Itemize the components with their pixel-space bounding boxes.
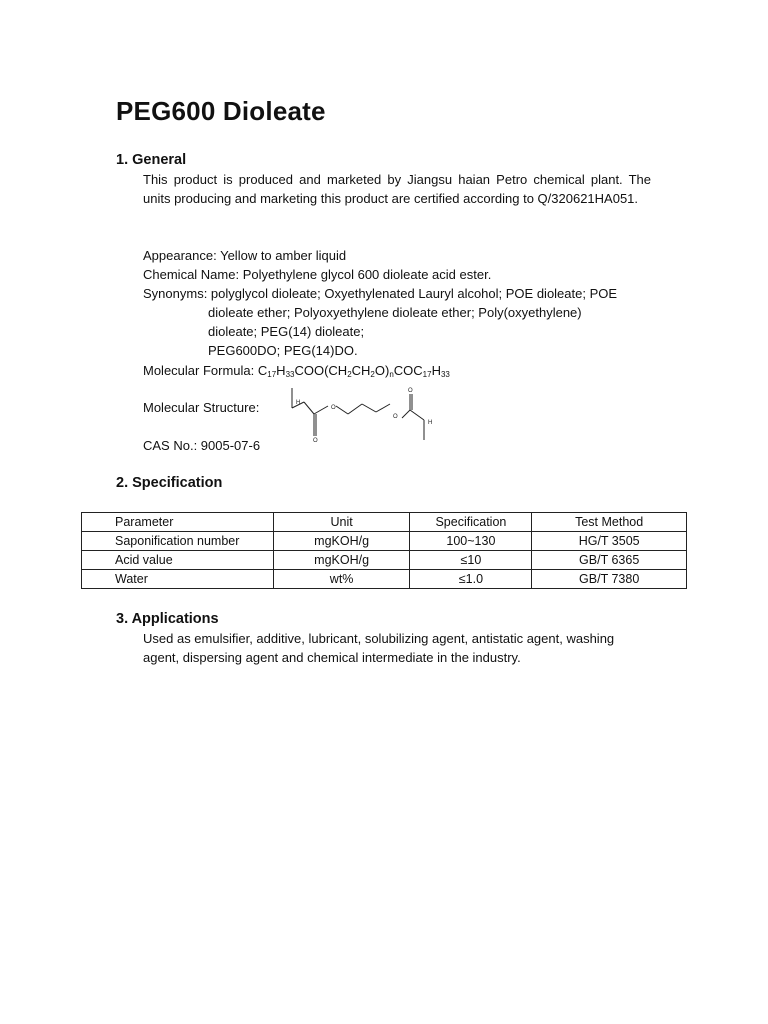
header-parameter: Parameter xyxy=(82,513,274,532)
synonyms-line-4: PEG600DO; PEG(14)DO. xyxy=(208,343,358,358)
table-cell: GB/T 7380 xyxy=(532,570,687,589)
table-cell: Saponification number xyxy=(82,532,274,551)
applications-line-2: agent, dispersing agent and chemical intermediate in the industry. xyxy=(143,650,521,665)
table-cell: Water xyxy=(82,570,274,589)
table-row xyxy=(82,570,687,589)
table-cell: wt% xyxy=(273,570,410,589)
molecular-formula: $C_{17}H_{33}COO(CH_2CH_2O)_nCOC_{17}H_{33}$ xyxy=(257,363,450,379)
svg-text:O: O xyxy=(313,438,318,444)
table-cell: 100~130 xyxy=(410,532,532,551)
document-title: PEG600 Dioleate xyxy=(116,96,326,126)
specification-table xyxy=(81,512,687,589)
table-cell: ≤10 xyxy=(410,551,532,570)
svg-text:H: H xyxy=(428,420,433,426)
appearance-text: Appearance: Yellow to amber liquid xyxy=(143,248,347,263)
table-cell: HG/T 3505 xyxy=(532,532,687,551)
section-heading-specification: 2. Specification xyxy=(116,475,223,491)
table-cell: Acid value xyxy=(82,551,274,570)
svg-text:O: O xyxy=(408,388,413,394)
table-cell: GB/T 6365 xyxy=(532,551,687,570)
applications-line-1: Used as emulsifier, additive, lubricant, solubilizing agent, antistatic agent, washing xyxy=(143,631,615,646)
table-header-row xyxy=(82,513,687,532)
svg-text:H: H xyxy=(296,400,301,406)
general-intro-paragraph: This product is produced and marketed by Jiangsu haian Petro chemical plant. The units producing and marketing this product are certified according to Q/320621HA051. xyxy=(143,172,651,206)
header-specification: Specification xyxy=(410,513,532,532)
molecular-structure-diagram xyxy=(284,384,444,444)
section-heading-general: 1. General xyxy=(116,152,187,168)
table-row xyxy=(82,532,687,551)
chemical-name-text: Chemical Name: Polyethylene glycol 600 dioleate acid ester. xyxy=(143,267,492,282)
section-heading-applications: 3. Applications xyxy=(116,611,219,627)
table-cell: mgKOH/g xyxy=(273,532,410,551)
table-row xyxy=(82,551,687,570)
header-unit: Unit xyxy=(273,513,410,532)
cas-number: CAS No.: 9005-07-6 xyxy=(143,438,261,453)
table-cell: ≤1.0 xyxy=(410,570,532,589)
synonyms-line-1: Synonyms: polyglycol dioleate; Oxyethylenated Lauryl alcohol; POE dioleate; POE xyxy=(143,286,618,301)
svg-text:O: O xyxy=(331,405,336,411)
formula-label: Molecular Formula: xyxy=(143,363,258,378)
synonyms-line-2: dioleate ether; Polyoxyethylene dioleate ether; Poly(oxyethylene) xyxy=(208,305,582,320)
synonyms-line-3: dioleate; PEG(14) dioleate; xyxy=(208,324,365,339)
molecular-structure-label: Molecular Structure: xyxy=(143,400,260,415)
svg-text:O: O xyxy=(393,414,398,420)
molecular-formula-line xyxy=(143,361,651,384)
header-test-method: Test Method xyxy=(532,513,687,532)
table-cell: mgKOH/g xyxy=(273,551,410,570)
